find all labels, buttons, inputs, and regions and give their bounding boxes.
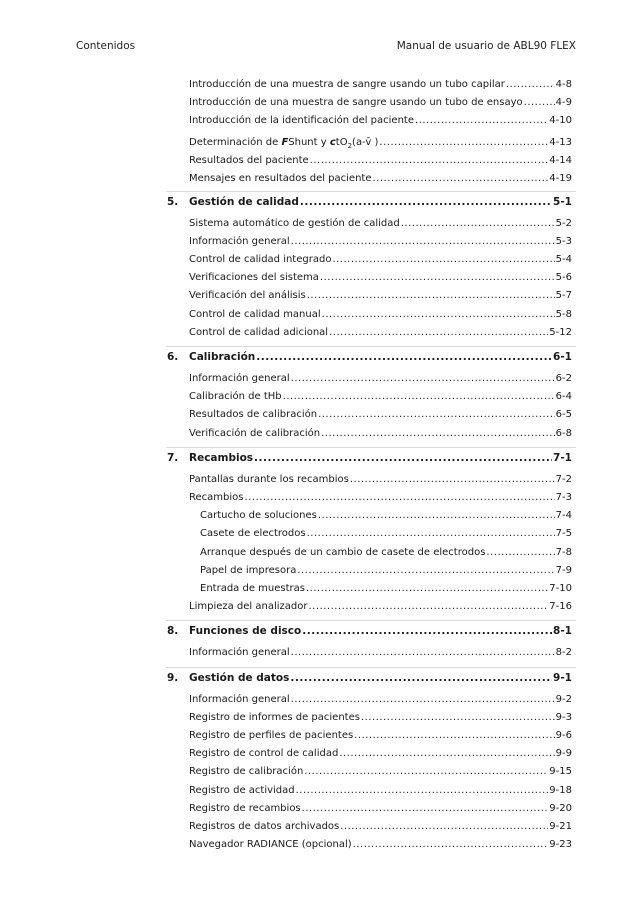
page-number: 5-7 <box>555 290 572 302</box>
entry-title: Registro de recambios <box>189 802 301 814</box>
toc-entry[interactable] <box>189 372 572 386</box>
entry-title: Introducción de la identificación del paciente <box>189 115 414 127</box>
toc-entry[interactable] <box>189 711 572 725</box>
page-number: 9-18 <box>549 784 572 796</box>
page-number: 7-10 <box>549 582 572 594</box>
leader-dots <box>290 671 552 685</box>
leader-dots <box>300 195 552 209</box>
page-number: 9-2 <box>555 693 572 705</box>
toc-subentry[interactable] <box>200 546 572 560</box>
toc-entry[interactable] <box>189 96 572 110</box>
toc-entry[interactable] <box>189 646 572 660</box>
leader-dots <box>354 729 554 743</box>
chapter-number: 7. <box>167 451 179 464</box>
toc-subentry[interactable] <box>200 527 572 541</box>
page-number: 5-4 <box>555 253 572 265</box>
title-part: Determinación de <box>189 136 282 148</box>
leader-dots <box>291 372 555 386</box>
leader-dots <box>302 624 552 638</box>
chapter-number: 9. <box>167 671 179 684</box>
leader-dots <box>291 235 555 249</box>
chapter-separator <box>166 346 576 347</box>
chapter-separator <box>166 667 576 668</box>
page-number: 6-2 <box>555 372 572 384</box>
toc-entry[interactable] <box>189 784 572 798</box>
page-number: 9-3 <box>555 711 572 723</box>
page-number: 7-2 <box>555 473 572 485</box>
chapter-number: 8. <box>167 625 179 638</box>
toc-entry[interactable] <box>189 136 572 153</box>
entry-title: Registro de control de calidad <box>189 748 339 760</box>
leader-dots <box>297 564 554 578</box>
toc-entry[interactable] <box>189 308 572 322</box>
toc-entry[interactable] <box>189 427 572 441</box>
page-number: 7-16 <box>549 601 572 613</box>
toc-chapter[interactable] <box>167 451 572 465</box>
leader-dots <box>506 78 555 92</box>
leader-dots <box>304 765 548 779</box>
entry-title: Resultados de calibración <box>189 409 318 421</box>
leader-dots <box>322 308 555 322</box>
leader-dots <box>486 546 554 560</box>
chapter-separator <box>166 191 576 192</box>
entry-title: Casete de electrodos <box>200 528 306 540</box>
page-number: 9-23 <box>549 839 572 851</box>
leader-dots <box>332 253 554 267</box>
leader-dots <box>307 289 555 303</box>
leader-dots <box>339 747 554 761</box>
page-number: 9-15 <box>549 766 572 778</box>
chapter-title: Calibración <box>189 350 256 363</box>
title-part: Shunt y <box>288 136 330 148</box>
entry-title: Mensajes en resultados del paciente <box>189 173 372 185</box>
entry-title: Entrada de muestras <box>200 582 305 594</box>
toc-entry[interactable] <box>189 802 572 816</box>
page-number: 7-3 <box>555 491 572 503</box>
toc-entry[interactable] <box>189 271 572 285</box>
page-number: 6-4 <box>555 391 572 403</box>
entry-title: Registro de actividad <box>189 784 295 796</box>
leader-dots <box>307 527 555 541</box>
toc-entry[interactable] <box>189 600 572 614</box>
toc-chapter[interactable] <box>167 671 572 685</box>
toc-entry[interactable] <box>189 408 572 422</box>
leader-dots <box>373 172 549 186</box>
chapter-title: Recambios <box>189 451 254 464</box>
leader-dots <box>321 427 555 441</box>
leader-dots <box>302 802 549 816</box>
page-number: 9-20 <box>549 802 572 814</box>
chapter-number: 6. <box>167 350 179 363</box>
toc-entry[interactable] <box>189 289 572 303</box>
leader-dots <box>310 154 549 168</box>
entry-title: Papel de impresora <box>200 564 297 576</box>
entry-title: Arranque después de un cambio de casete de electrodos <box>200 546 486 558</box>
page-number: 5-2 <box>555 217 572 229</box>
leader-dots <box>256 350 552 364</box>
leader-dots <box>296 784 549 798</box>
page-number: 5-8 <box>555 308 572 320</box>
page-number: 7-8 <box>555 546 572 558</box>
page-number: 8-1 <box>553 625 572 638</box>
entry-title: Registro de perfiles de pacientes <box>189 729 354 741</box>
page-number: 7-4 <box>555 510 572 522</box>
page-number: 6-5 <box>555 409 572 421</box>
toc-entry[interactable] <box>189 114 572 128</box>
entry-title: Introducción de una muestra de sangre usando un tubo de ensayo <box>189 97 523 109</box>
title-part: (a-v̄ ) <box>352 136 379 148</box>
page-number: 4-10 <box>549 115 572 127</box>
title-part: F <box>281 136 289 148</box>
leader-dots <box>318 509 555 523</box>
leader-dots <box>401 217 555 231</box>
toc-subentry[interactable] <box>200 564 572 578</box>
title-part: c <box>329 136 336 148</box>
page-number: 5-1 <box>553 195 572 208</box>
page-number: 5-6 <box>555 272 572 284</box>
toc-entry[interactable] <box>189 78 572 92</box>
title-part: 2 <box>347 141 353 150</box>
leader-dots <box>309 600 549 614</box>
entry-title: Registro de informes de pacientes <box>189 711 360 723</box>
page-number: 7-1 <box>553 451 572 464</box>
page-number: 5-12 <box>549 326 572 338</box>
toc-entry[interactable] <box>189 747 572 761</box>
page-number: 4-9 <box>555 97 572 109</box>
entry-title: Información general <box>189 235 290 247</box>
toc-entry[interactable] <box>189 693 572 707</box>
toc-chapter[interactable] <box>167 195 572 209</box>
toc-entry[interactable] <box>189 235 572 249</box>
leader-dots <box>291 646 555 660</box>
entry-title: Sistema automático de gestión de calidad <box>189 217 400 229</box>
leader-dots <box>320 271 555 285</box>
page-number: 6-1 <box>553 350 572 363</box>
toc-subentry[interactable] <box>200 509 572 523</box>
entry-title: Resultados del paciente <box>189 155 309 167</box>
toc-entry[interactable] <box>189 820 572 834</box>
page-number: 9-21 <box>549 820 572 832</box>
leader-dots <box>361 711 555 725</box>
entry-title: Información general <box>189 647 290 659</box>
toc-entry[interactable] <box>189 491 572 505</box>
entry-title: Limpieza del analizador <box>189 601 308 613</box>
entry-title <box>189 136 378 153</box>
leader-dots <box>353 838 549 852</box>
toc-entry[interactable] <box>189 154 572 168</box>
chapter-title: Gestión de datos <box>189 671 290 684</box>
leader-dots <box>244 491 554 505</box>
leader-dots <box>329 326 548 340</box>
entry-title: Verificación del análisis <box>189 290 306 302</box>
toc-entry[interactable] <box>189 473 572 487</box>
leader-dots <box>350 473 555 487</box>
page-number: 9-6 <box>555 729 572 741</box>
toc-subentry[interactable] <box>200 582 572 596</box>
leader-dots <box>283 390 555 404</box>
toc-entry[interactable] <box>189 729 572 743</box>
toc-entry[interactable] <box>189 765 572 779</box>
page-header <box>76 40 576 52</box>
page-number: 5-3 <box>555 235 572 247</box>
page-number: 4-14 <box>549 155 572 167</box>
page-number: 4-19 <box>549 173 572 185</box>
chapter-title: Gestión de calidad <box>189 195 299 208</box>
leader-dots <box>318 408 555 422</box>
title-part: tO <box>335 136 348 148</box>
entry-title: Registro de calibración <box>189 766 304 778</box>
page-number: 6-8 <box>555 427 572 439</box>
leader-dots <box>524 96 555 110</box>
leader-dots <box>254 451 552 465</box>
toc-chapter[interactable] <box>167 350 572 364</box>
chapter-separator <box>166 620 576 621</box>
entry-title: Verificaciones del sistema <box>189 272 319 284</box>
entry-title: Navegador RADIANCE (opcional) <box>189 839 352 851</box>
entry-title: Control de calidad integrado <box>189 253 332 265</box>
leader-dots <box>291 693 555 707</box>
entry-title: Pantallas durante los recambios <box>189 473 349 485</box>
chapter-number: 5. <box>167 195 179 208</box>
entry-title: Calibración de tHb <box>189 391 282 403</box>
toc-entry[interactable] <box>189 217 572 231</box>
toc-entry[interactable] <box>189 253 572 267</box>
page-number: 7-9 <box>555 564 572 576</box>
toc-chapter[interactable] <box>167 624 572 638</box>
toc-entry[interactable] <box>189 326 572 340</box>
entry-title: Control de calidad adicional <box>189 326 329 338</box>
entry-title: Información general <box>189 372 290 384</box>
page-number: 4-8 <box>555 79 572 90</box>
page-number: 7-5 <box>555 528 572 540</box>
entry-title: Registros de datos archivados <box>189 820 340 832</box>
page-number: 9-9 <box>555 748 572 760</box>
leader-dots <box>340 820 548 834</box>
header-section-title: Contenidos <box>76 40 136 52</box>
page-number: 9-1 <box>553 671 572 684</box>
toc-entry[interactable] <box>189 838 572 852</box>
entry-title: Información general <box>189 693 290 705</box>
entry-title: Control de calidad manual <box>189 308 321 320</box>
toc-entry[interactable] <box>189 172 572 186</box>
toc-entry[interactable] <box>189 390 572 404</box>
header-manual-title: Manual de usuario de ABL90 FLEX <box>396 40 576 52</box>
entry-title: Recambios <box>189 491 244 503</box>
page-number: 4-13 <box>549 136 572 148</box>
leader-dots <box>415 114 548 128</box>
page-number: 8-2 <box>555 647 572 659</box>
leader-dots <box>306 582 548 596</box>
leader-dots <box>379 136 548 150</box>
entry-title: Cartucho de soluciones <box>200 510 317 522</box>
entry-title: Verificación de calibración <box>189 427 321 439</box>
chapter-title: Funciones de disco <box>189 625 302 638</box>
entry-title: Introducción de una muestra de sangre usando un tubo capilar <box>189 79 505 90</box>
chapter-separator <box>166 447 576 448</box>
